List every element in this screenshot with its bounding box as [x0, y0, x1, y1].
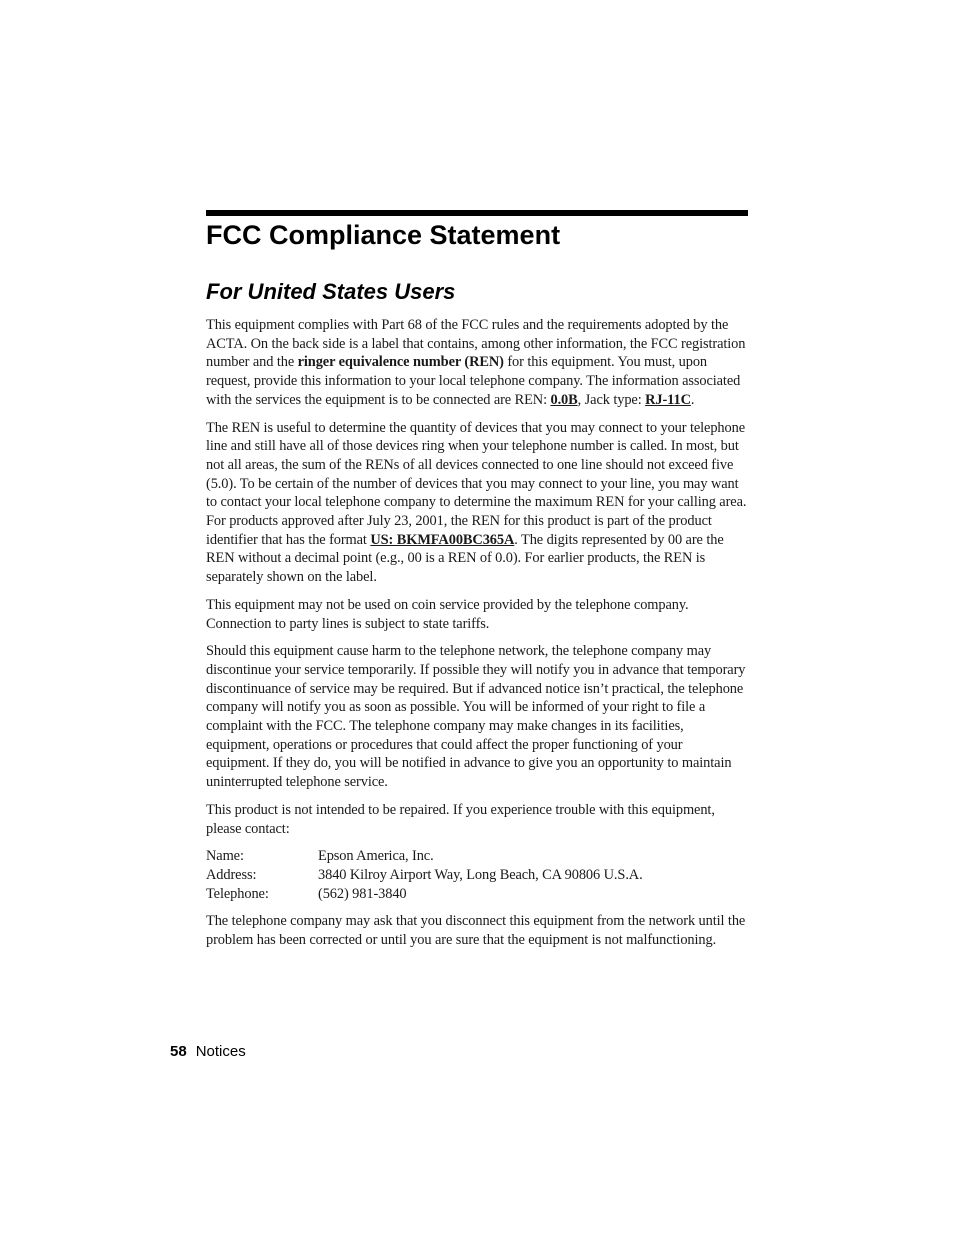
jack-type: RJ-11C [645, 391, 691, 408]
paragraph-ren-info: This equipment complies with Part 68 of the FCC rules and the requirements adopted by the ACTA. On the back side is a label that contains, among other information, the FCC registration number and the ringer equivalence number (REN) for this equipment. You must, upon request, provide this information to your local telephone company. The information associated with the services the equipment is to be connected are REN: 0.0B, Jack type: RJ-11C. [206, 317, 746, 408]
contact-phone-label: Telephone: [206, 885, 269, 902]
contact-name-label: Name: [206, 848, 244, 865]
section-subtitle: For United States Users [206, 279, 456, 304]
contact-name-row [206, 847, 748, 866]
section-name: Notices [195, 1043, 246, 1060]
contact-phone-row [206, 885, 748, 904]
paragraph-disconnect: The telephone company may ask that you disconnect this equipment from the network until the problem has been corrected or until you are sure that the equipment is not malfunctioning. [206, 913, 746, 949]
contact-phone-value: (562) 981-3840 [318, 885, 407, 902]
contact-address-label: Address: [206, 866, 257, 883]
contact-name-value: Epson America, Inc. [318, 848, 434, 865]
paragraph-network-harm: Should this equipment cause harm to the telephone network, the telephone company may discontinue your service temporarily. If possible they will notify you in advance that temporary discontinuance of service may be required. But if advanced notice isn’t practical, the telephone company will notify you as soon as possible. You will be informed of your right to file a complaint with the FCC. The telephone company may make changes in its facilities, equipment, operations or procedures that could affect the proper functioning of your equipment. If they do, you will be notified in advance to give you an opportunity to maintain uninterrupted telephone service. [206, 643, 746, 791]
ren-value: 0.0B [550, 391, 578, 408]
contact-info [206, 847, 748, 903]
page-title: FCC Compliance Statement [206, 220, 561, 250]
page-footer [170, 1041, 246, 1063]
paragraph-repair: This product is not intended to be repaired. If you experience trouble with this equipment, please contact: [206, 801, 715, 837]
document-body [206, 316, 748, 959]
paragraph-coin-service: This equipment may not be used on coin service provided by the telephone company. Connection to party lines is subject to state tariffs. [206, 596, 689, 632]
contact-address-row [206, 866, 748, 885]
paragraph-ren-usage: The REN is useful to determine the quantity of devices that you may connect to your telephone line and still have all of those devices ring when your telephone number is called. In most, but not all areas, the sum of the RENs of all devices connected to one line should not exceed five (5.0). To be certain of the number of devices that you may connect to your line, you may want to contact your local telephone company to determine the maximum REN for your calling area. For products approved after July 23, 2001, the REN for this product is part of the product identifier that has the format US: BKMFA00BC365A. The digits represented by 00 are the REN without a decimal point (e.g., 00 is a REN of 0.0). For earlier products, the REN is separately shown on the label. [206, 419, 747, 586]
contact-address-value: 3840 Kilroy Airport Way, Long Beach, CA 90806 U.S.A. [318, 866, 643, 883]
ren-term: ringer equivalence number (REN) [297, 354, 504, 371]
product-identifier: US: BKMFA00BC365A [370, 531, 515, 548]
page-number: 58 [170, 1043, 187, 1060]
